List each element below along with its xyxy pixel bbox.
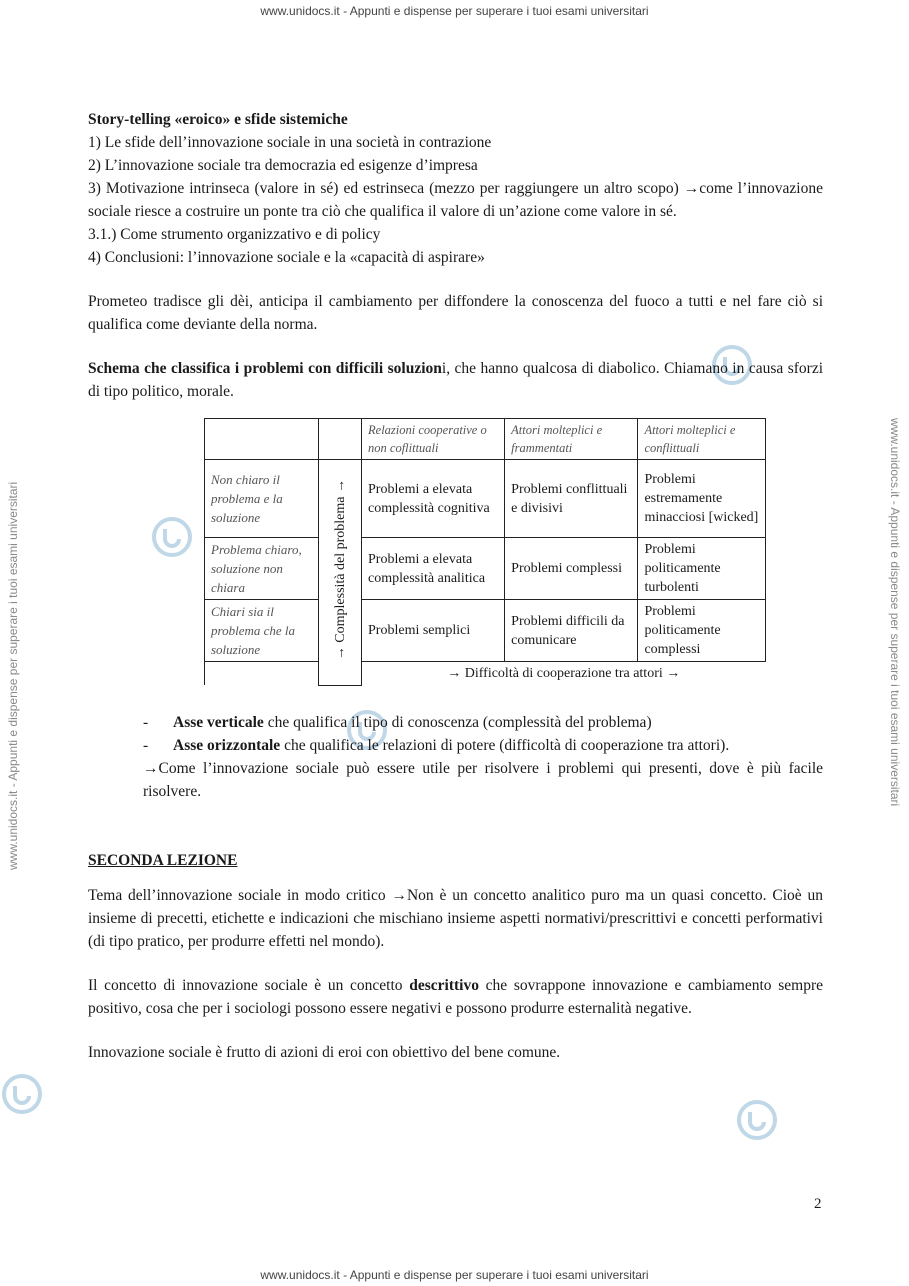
table-corner <box>205 662 319 686</box>
watermark-left: www.unidocs.it - Appunti e dispense per superare i tuoi esami universitari <box>6 481 20 870</box>
problem-classification-table <box>204 418 766 686</box>
table-cell: Problemi a elevata complessità cognitiva <box>362 460 505 538</box>
list-item <box>140 711 823 734</box>
table-cell: Problemi difficili da comunicare <box>505 600 638 662</box>
outline-item: 4) Conclusioni: l’innovazione sociale e la «capacità di aspirare» <box>88 249 485 266</box>
unidocs-logo-icon <box>735 1098 779 1142</box>
row-label: Chiari sia il problema che la soluzione <box>205 600 319 662</box>
lecture-outline <box>88 108 823 269</box>
table-header: Attori molteplici e conflittuali <box>638 419 766 460</box>
section-title: SECONDA LEZIONE <box>88 851 238 869</box>
section-paragraph: Tema dell’innovazione sociale in modo critico →Non è un concetto analitico puro ma un quasi concetto. Cioè un insieme di precetti, etichette e indicazioni che mischiano insieme aspetti normativi/prescrittivi e concetti performativi (di tipo pratico, per produrre effetti nel mondo). <box>88 886 823 950</box>
section-paragraph: Il concetto di innovazione sociale è un concetto descrittivo che sovrappone innovazione e cambiamento sempre positivo, cosa che per i sociologi possono essere negativi e possono produrre esternalità negative. <box>88 976 823 1017</box>
table-cell: Problemi semplici <box>362 600 505 662</box>
document-body <box>88 108 823 1064</box>
schema-paragraph <box>88 357 823 403</box>
table-header: Attori molteplici e frammentati <box>505 419 638 460</box>
bullet-text: che qualifica il tipo di conoscenza (complessità del problema) <box>263 713 652 731</box>
bullet-bold: Asse verticale <box>173 713 264 731</box>
list-item <box>140 734 823 757</box>
outline-title: Story-telling «eroico» e sfide sistemiche <box>88 111 348 128</box>
bullet-text: che qualifica le relazioni di potere (difficoltà di cooperazione tra attori). <box>280 736 730 754</box>
bullet-dash: - <box>143 736 149 754</box>
table-cell: Problemi a elevata complessità analitica <box>362 538 505 600</box>
outline-item: 2) L’innovazione sociale tra democrazia ed esigenze d’impresa <box>88 157 478 174</box>
bullet-dash: - <box>143 713 149 731</box>
bullet-list <box>140 711 823 757</box>
outline-item: 1) Le sfide dell’innovazione sociale in una società in contrazione <box>88 134 492 151</box>
table-corner <box>319 419 362 460</box>
horizontal-axis-label: → Difficoltà di cooperazione tra attori → <box>362 662 766 686</box>
page-number: 2 <box>814 1196 822 1212</box>
table-cell: Problemi complessi <box>505 538 638 600</box>
schema-rest: i, che hanno qualcosa di diabolico. Chiamano in causa sforzi di tipo politico, morale. <box>88 360 824 400</box>
watermark-right: www.unidocs.it - Appunti e dispense per superare i tuoi esami universitari <box>888 418 902 807</box>
table-cell: Problemi conflittuali e divisivi <box>505 460 638 538</box>
row-label: Non chiaro il problema e la soluzione <box>205 460 319 538</box>
outline-item: 3.1.) Come strumento organizzativo e di policy <box>88 226 381 243</box>
arrow-note: →Come l’innovazione sociale può essere utile per risolvere i problemi qui presenti, dove è più facile risolvere. <box>143 759 823 800</box>
outline-item: 3) Motivazione intrinseca (valore in sé) ed estrinseca (mezzo per raggiungere un altro scopo) →come l’innovazione sociale riesce a costruire un ponte tra ciò che qualifica il valore di un’azione come valore in sé. <box>88 180 823 220</box>
table-header: Relazioni cooperative o non coflittuali <box>362 419 505 460</box>
vertical-axis-label: → Complessità del problema → <box>319 460 362 686</box>
table-cell: Problemi politicamente complessi <box>638 600 766 662</box>
bold-term: descrittivo <box>409 976 479 994</box>
section-paragraph: Innovazione sociale è frutto di azioni di eroi con obiettivo del bene comune. <box>88 1043 561 1061</box>
table-corner <box>205 419 319 460</box>
watermark-top: www.unidocs.it - Appunti e dispense per superare i tuoi esami universitari <box>260 4 649 18</box>
schema-bold: Schema che classifica i problemi con difficili soluzion <box>88 360 442 377</box>
bullet-bold: Asse orizzontale <box>173 736 281 754</box>
row-label: Problema chiaro, soluzione non chiara <box>205 538 319 600</box>
unidocs-logo-icon <box>0 1072 44 1116</box>
watermark-bottom: www.unidocs.it - Appunti e dispense per superare i tuoi esami universitari <box>260 1268 649 1282</box>
table-cell: Problemi estremamente minacciosi [wicked] <box>638 460 766 538</box>
prometeo-paragraph: Prometeo tradisce gli dèi, anticipa il cambiamento per diffondere la conoscenza del fuoco a tutti e nel fare ciò si qualifica come deviante della norma. <box>88 293 823 333</box>
table-cell: Problemi politicamente turbolenti <box>638 538 766 600</box>
